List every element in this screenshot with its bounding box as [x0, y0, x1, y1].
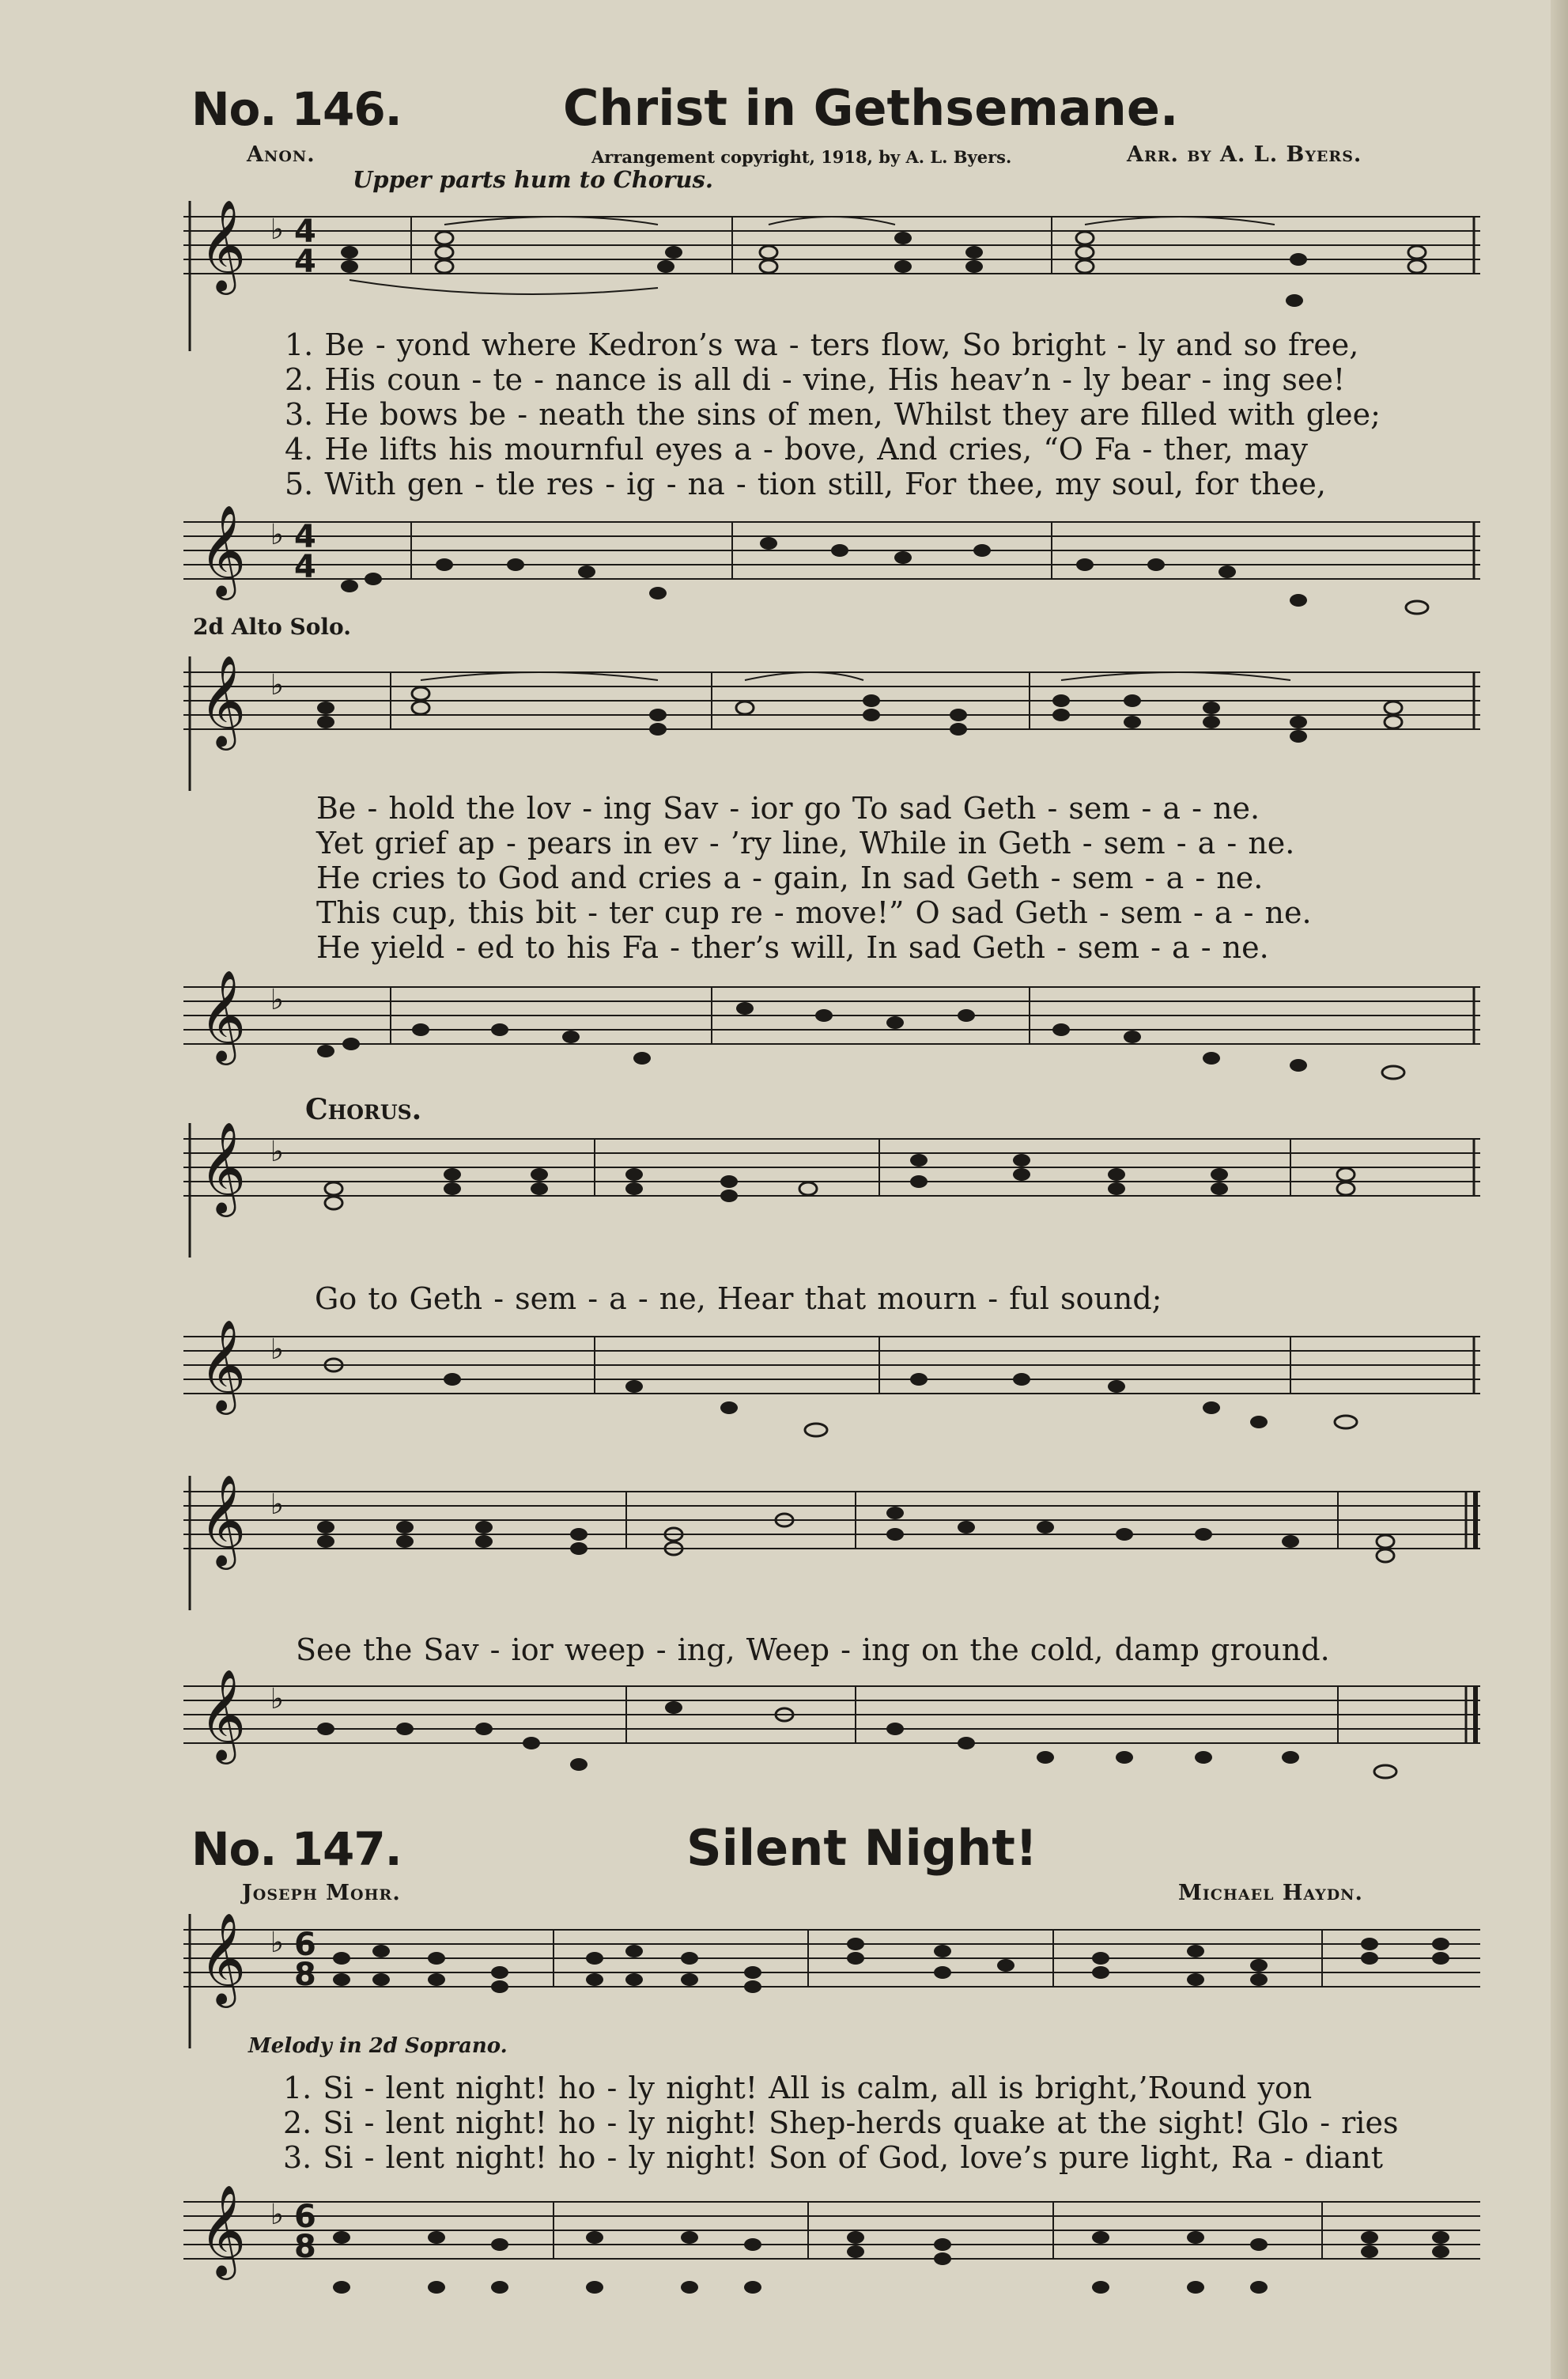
chorus-label: Chorus.	[305, 1093, 422, 1126]
svg-text:𝄞: 𝄞	[199, 1668, 247, 1761]
chorus-line-1: Go to Geth - sem - a - ne, Hear that mourn - ful sound;	[315, 1281, 1162, 1316]
page-edge	[1551, 0, 1568, 2379]
verse-line-2a: 2. His coun - te - nance is all di - vine, His heav’n - ly bear - ing see!	[285, 362, 1346, 397]
svg-text:6: 6	[294, 2199, 316, 2235]
verse-line-5b: He yield - ed to his Fa - ther’s will, In sad Geth - sem - a - ne.	[316, 930, 1269, 965]
hymn-147-direction: Melody in 2d Soprano.	[248, 2034, 508, 2058]
hymn-147-staff-lower	[183, 2178, 1488, 2320]
hymn-146-copyright: Arrangement copyright, 1918, by A. L. Byers.	[591, 147, 1012, 167]
svg-text:𝄞: 𝄞	[199, 504, 247, 596]
verse-line-3a: 3. He bows be - neath the sins of men, Whilst they are filled with glee;	[285, 397, 1381, 432]
hymn-146-staff-1-lower	[183, 498, 1488, 641]
verse-line-4a: 4. He lifts his mournful eyes a - bove, And cries, “O Fa - ther, may	[285, 432, 1308, 467]
svg-text:4: 4	[294, 214, 316, 250]
svg-text:♭: ♭	[270, 1488, 284, 1521]
hymn-147-number: No. 147.	[191, 1822, 402, 1876]
verse-line-5a: 5. With gen - tle res - ig - na - tion still, For thee, my soul, for thee,	[285, 467, 1326, 501]
hymn-146-direction: Upper parts hum to Chorus.	[353, 166, 713, 193]
hymn-147-verse-1: 1. Si - lent night! ho - ly night! All is calm, all is bright,’Round yon	[283, 2071, 1313, 2105]
solo-label: 2d Alto Solo.	[193, 614, 351, 640]
svg-text:𝄞: 𝄞	[199, 2184, 247, 2276]
svg-text:♭: ♭	[270, 2199, 284, 2231]
svg-text:6: 6	[294, 1927, 316, 1963]
verse-line-1a: 1. Be - yond where Kedron’s wa - ters flow, So bright - ly and so free,	[285, 327, 1359, 362]
svg-text:𝄞: 𝄞	[199, 969, 247, 1061]
svg-text:4: 4	[294, 549, 316, 585]
svg-text:♭: ♭	[270, 669, 284, 702]
svg-text:8: 8	[294, 2229, 316, 2265]
hymn-146-author: Anon.	[247, 142, 315, 167]
svg-text:♭: ♭	[270, 1136, 284, 1168]
svg-text:𝄞: 𝄞	[199, 1121, 247, 1213]
svg-text:𝄞: 𝄞	[199, 199, 247, 291]
verse-line-1b: Be - hold the lov - ing Sav - ior go To sad Geth - sem - a - ne.	[316, 791, 1260, 826]
hymn-146-chorus-staff-2-lower	[183, 1662, 1488, 1797]
svg-text:4: 4	[294, 244, 316, 280]
svg-text:4: 4	[294, 519, 316, 555]
svg-text:𝄞: 𝄞	[199, 1912, 247, 2004]
hymn-146-staff-2-treble	[183, 649, 1488, 791]
svg-text:𝄞: 𝄞	[199, 654, 247, 747]
chorus-line-2: See the Sav - ior weep - ing, Weep - ing on the cold, damp ground.	[296, 1632, 1330, 1667]
svg-text:8: 8	[294, 1957, 316, 1993]
hymn-146-chorus-staff-2	[183, 1468, 1488, 1610]
svg-text:♭: ♭	[270, 1333, 284, 1366]
verse-line-4b: This cup, this bit - ter cup re - move!” O sad Geth - sem - a - ne.	[316, 895, 1312, 930]
hymn-146-staff-2-lower	[183, 963, 1488, 1106]
svg-text:♭: ♭	[270, 214, 284, 246]
svg-text:♭: ♭	[270, 519, 284, 551]
svg-text:♭: ♭	[270, 1927, 284, 1959]
hymn-146-arranger: Arr. by A. L. Byers.	[1127, 142, 1362, 167]
svg-text:♭: ♭	[270, 984, 284, 1016]
hymn-146-title: Christ in Gethsemane.	[563, 79, 1179, 137]
hymn-147-verse-3: 3. Si - lent night! ho - ly night! Son of God, love’s pure light, Ra - diant	[283, 2140, 1384, 2175]
hymn-147-composer: Michael Haydn.	[1178, 1881, 1363, 1905]
verse-line-2b: Yet grief ap - pears in ev - ’ry line, While in Geth - sem - a - ne.	[316, 826, 1295, 860]
verse-line-3b: He cries to God and cries a - gain, In sad Geth - sem - a - ne.	[316, 860, 1264, 895]
hymn-147-verse-2: 2. Si - lent night! ho - ly night! Shep-herds quake at the sight! Glo - ries	[283, 2105, 1399, 2140]
hymn-146-chorus-staff-1-lower	[183, 1313, 1488, 1447]
hymn-147-author: Joseph Mohr.	[242, 1881, 401, 1905]
hymn-147-staff-treble	[183, 1906, 1488, 2048]
hymn-146-chorus-staff-1	[183, 1115, 1488, 1258]
svg-text:𝄞: 𝄞	[199, 1318, 247, 1411]
svg-text:𝄞: 𝄞	[199, 1473, 247, 1566]
hymn-147-title: Silent Night!	[686, 1819, 1038, 1877]
hymn-146-number: No. 146.	[191, 82, 402, 136]
svg-text:♭: ♭	[270, 1683, 284, 1715]
